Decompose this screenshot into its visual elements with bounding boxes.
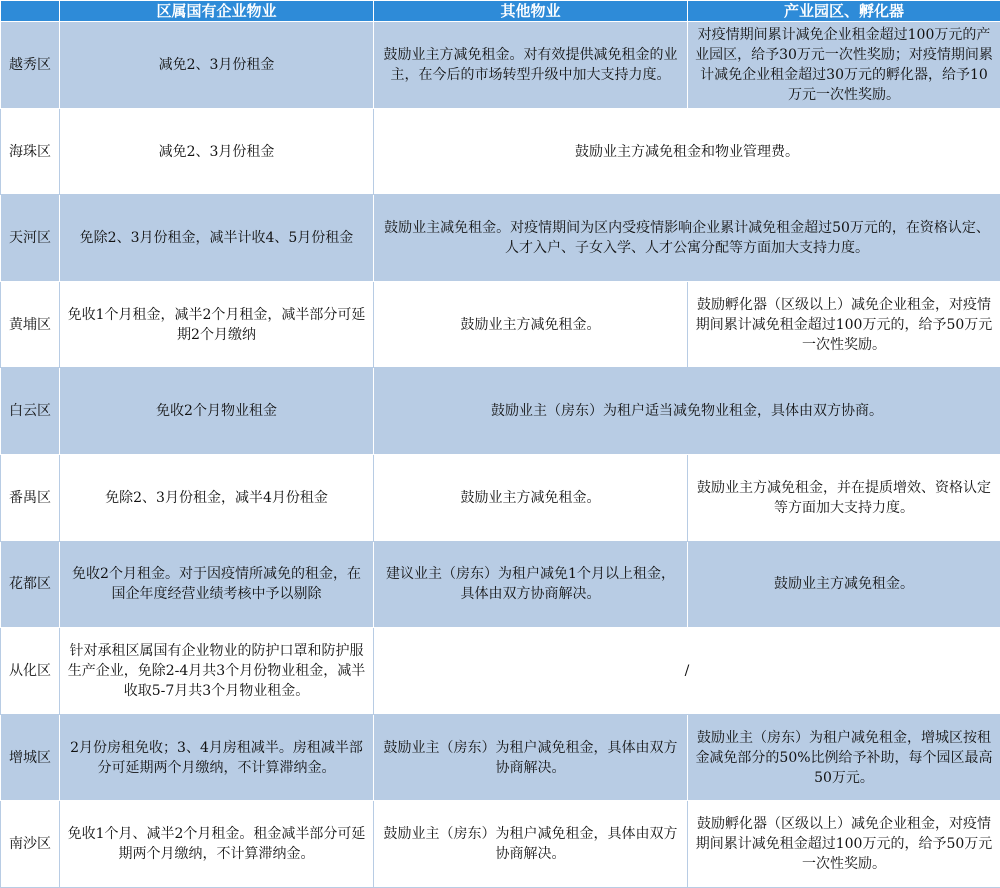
table-row	[1, 22, 1000, 109]
park-cell: 鼓励孵化器（区级以上）减免企业租金，对疫情期间累计减免租金超过100万元的，给予50万元一次性奖励。	[688, 281, 1000, 368]
other-cell: 鼓励业主方减免租金。对有效提供减免租金的业主，在今后的市场转型升级中加大支持力度。	[374, 22, 688, 109]
other-cell: 建议业主（房东）为租户减免1个月以上租金，具体由双方协商解决。	[374, 541, 688, 628]
district-name: 花都区	[1, 541, 60, 628]
other-cell: 鼓励业主（房东）为租户减免租金，具体由双方协商解决。	[374, 801, 688, 888]
state-owned-cell: 免除2、3月份租金，减半4月份租金	[60, 455, 374, 542]
other-cell: 鼓励业主（房东）为租户减免租金，具体由双方协商解决。	[374, 714, 688, 801]
park-cell: 鼓励业主方减免租金。	[688, 541, 1000, 628]
district-name: 南沙区	[1, 801, 60, 888]
district-name: 海珠区	[1, 108, 60, 195]
state-owned-cell: 针对承租区属国有企业物业的防护口罩和防护服生产企业，免除2-4月共3个月份物业租金，减半收取5-7月共3个月物业租金。	[60, 628, 374, 715]
state-owned-cell: 2月份房租免收；3、4月房租减半。房租减半部分可延期两个月缴纳，不计算滞纳金。	[60, 714, 374, 801]
district-name: 从化区	[1, 628, 60, 715]
table-row	[1, 714, 1000, 801]
state-owned-cell: 免除2、3月份租金，减半计收4、5月份租金	[60, 195, 374, 282]
header-park: 产业园区、孵化器	[688, 1, 1000, 22]
state-owned-cell: 免收2个月物业租金	[60, 368, 374, 455]
other-merged-cell: /	[374, 628, 1000, 715]
table-row	[1, 628, 1000, 715]
state-owned-cell: 减免2、3月份租金	[60, 108, 374, 195]
header-state-owned: 区属国有企业物业	[60, 1, 374, 22]
district-name: 天河区	[1, 195, 60, 282]
district-name: 越秀区	[1, 22, 60, 109]
table-row	[1, 108, 1000, 195]
district-name: 白云区	[1, 368, 60, 455]
header-district	[1, 1, 60, 22]
park-cell: 鼓励孵化器（区级以上）减免企业租金，对疫情期间累计减免租金超过100万元的，给予50万元一次性奖励。	[688, 801, 1000, 888]
table-row	[1, 195, 1000, 282]
other-merged-cell: 鼓励业主（房东）为租户适当减免物业租金，具体由双方协商。	[374, 368, 1000, 455]
table-row	[1, 455, 1000, 542]
state-owned-cell: 免收2个月租金。对于因疫情所减免的租金，在国企年度经营业绩考核中予以剔除	[60, 541, 374, 628]
state-owned-cell: 减免2、3月份租金	[60, 22, 374, 109]
table-row	[1, 281, 1000, 368]
table-row	[1, 801, 1000, 888]
park-cell: 鼓励业主（房东）为租户减免租金，增城区按租金减免部分的50%比例给予补助，每个园区最高50万元。	[688, 714, 1000, 801]
header-row	[1, 1, 1000, 22]
district-name: 黄埔区	[1, 281, 60, 368]
park-cell: 鼓励业主方减免租金，并在提质增效、资格认定等方面加大支持力度。	[688, 455, 1000, 542]
state-owned-cell: 免收1个月租金，减半2个月租金，减半部分可延期2个月缴纳	[60, 281, 374, 368]
table-row	[1, 541, 1000, 628]
other-cell: 鼓励业主方减免租金。	[374, 281, 688, 368]
table-row	[1, 368, 1000, 455]
state-owned-cell: 免收1个月、减半2个月租金。租金减半部分可延期两个月缴纳，不计算滞纳金。	[60, 801, 374, 888]
other-merged-cell: 鼓励业主方减免租金和物业管理费。	[374, 108, 1000, 195]
district-name: 番禺区	[1, 455, 60, 542]
other-cell: 鼓励业主方减免租金。	[374, 455, 688, 542]
park-cell: 对疫情期间累计减免企业租金超过100万元的产业园区，给予30万元一次性奖励；对疫情期间累计减免企业租金超过30万元的孵化器，给予10万元一次性奖励。	[688, 22, 1000, 109]
header-other: 其他物业	[374, 1, 688, 22]
other-merged-cell: 鼓励业主减免租金。对疫情期间为区内受疫情影响企业累计减免租金超过50万元的，在资格认定、人才入户、子女入学、人才公寓分配等方面加大支持力度。	[374, 195, 1000, 282]
district-name: 增城区	[1, 714, 60, 801]
